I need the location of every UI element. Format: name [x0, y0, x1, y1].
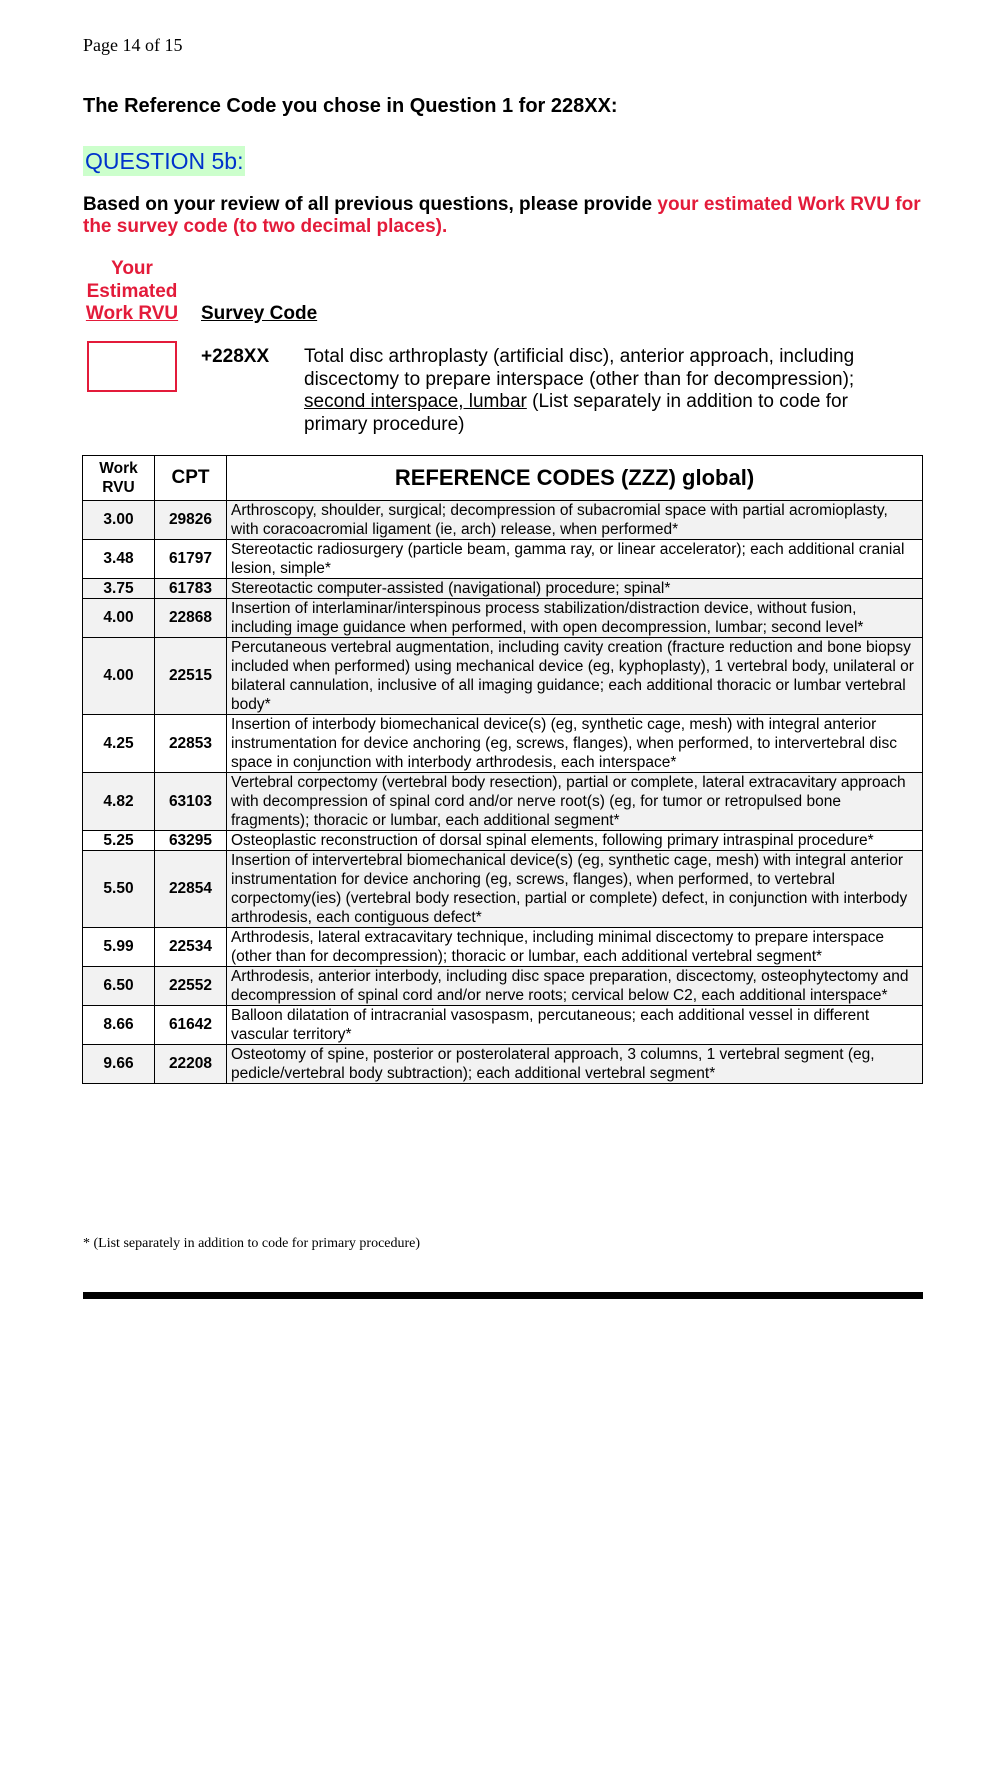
row-description: Arthrodesis, anterior interbody, including disc space preparation, discectomy, osteophytectomy and decompression of spinal cord and/or nerve roots; cervical below C2, each additional interspace* [227, 967, 923, 1006]
row-description: Arthrodesis, lateral extracavitary technique, including minimal discectomy to prepare interspace (other than for decompression); thoracic or lumbar, each additional vertebral segment* [227, 928, 923, 967]
table-row [83, 540, 923, 579]
row-description: Stereotactic computer-assisted (navigational) procedure; spinal* [227, 579, 923, 599]
table-row [83, 773, 923, 831]
row-work-rvu: 9.66 [83, 1045, 155, 1084]
rvu-header-line3: Work RVU [85, 303, 179, 324]
row-description: Stereotactic radiosurgery (particle beam, gamma ray, or linear accelerator); each additional cranial lesion, simple* [227, 540, 923, 579]
table-row [83, 851, 923, 928]
row-work-rvu: 6.50 [83, 967, 155, 1006]
header-cpt: CPT [155, 456, 227, 501]
row-work-rvu: 4.00 [83, 638, 155, 715]
row-description: Insertion of intervertebral biomechanical device(s) (eg, synthetic cage, mesh) with integral anterior instrumentation for device anchoring (eg, screws, flanges), when performed, to vertebral corpectomy(ies) (vertebral body resection, partial or complete) defect, in conjunction with interbody arthrodesis, each contiguous defect* [227, 851, 923, 928]
header-rvu-line2: RVU [102, 479, 135, 496]
row-work-rvu: 8.66 [83, 1006, 155, 1045]
reference-codes-body [83, 501, 923, 1084]
row-cpt-code: 22868 [155, 599, 227, 638]
table-row [83, 831, 923, 851]
row-cpt-code: 22208 [155, 1045, 227, 1084]
rvu-header-line1: Your [111, 258, 153, 279]
instruction-plain: Based on your review of all previous questions, please provide [83, 194, 658, 215]
survey-code: +228XX [201, 346, 270, 367]
row-cpt-code: 22515 [155, 638, 227, 715]
row-work-rvu: 3.75 [83, 579, 155, 599]
table-row [83, 928, 923, 967]
row-cpt-code: 61797 [155, 540, 227, 579]
survey-code-description [304, 346, 904, 436]
row-description: Insertion of interlaminar/interspinous process stabilization/distraction device, without fusion, including image guidance when performed, with open decompression, lumbar; second level* [227, 599, 923, 638]
table-row [83, 638, 923, 715]
table-row [83, 501, 923, 540]
table-row [83, 599, 923, 638]
row-cpt-code: 22552 [155, 967, 227, 1006]
row-cpt-code: 22853 [155, 715, 227, 773]
row-cpt-code: 22534 [155, 928, 227, 967]
survey-desc-underlined: second interspace, lumbar [304, 391, 527, 412]
row-cpt-code: 63295 [155, 831, 227, 851]
row-description: Arthroscopy, shoulder, surgical; decompression of subacromial space with partial acromioplasty, with coracoacromial ligament (ie, arch) release, when performed* [227, 501, 923, 540]
row-description: Insertion of interbody biomechanical device(s) (eg, synthetic cage, mesh) with integral anterior instrumentation for device anchoring (eg, screws, flanges), when performed, to intervertebral disc space in conjunction with interbody arthrodesis, each interspace* [227, 715, 923, 773]
question-label: QUESTION 5b: [85, 148, 244, 174]
estimated-rvu-input-box[interactable] [87, 341, 177, 392]
row-work-rvu: 3.00 [83, 501, 155, 540]
row-work-rvu: 5.50 [83, 851, 155, 928]
row-cpt-code: 61783 [155, 579, 227, 599]
page-number: Page 14 of 15 [83, 35, 183, 55]
row-description: Vertebral corpectomy (vertebral body resection), partial or complete, lateral extracavitary approach with decompression of spinal cord and/or nerve root(s) (eg, for tumor or retropulsed bone fragments); thoracic or lumbar, each additional segment* [227, 773, 923, 831]
reference-codes-table [82, 455, 923, 1084]
header-work-rvu [83, 456, 155, 501]
row-work-rvu: 4.00 [83, 599, 155, 638]
table-header-row [83, 456, 923, 501]
reference-code-heading: The Reference Code you chose in Question 1 for 228XX: [83, 95, 618, 117]
estimated-rvu-header [83, 258, 181, 326]
survey-code-header: Survey Code [201, 303, 318, 324]
row-cpt-code: 22854 [155, 851, 227, 928]
row-work-rvu: 3.48 [83, 540, 155, 579]
row-description: Osteoplastic reconstruction of dorsal spinal elements, following primary intraspinal procedure* [227, 831, 923, 851]
row-description: Percutaneous vertebral augmentation, including cavity creation (fracture reduction and bone biopsy included when performed) using mechanical device (eg, kyphoplasty), 1 vertebral body, unilateral or bilateral cannulation, inclusive of all imaging guidance; each additional thoracic or lumbar vertebral body* [227, 638, 923, 715]
row-cpt-code: 29826 [155, 501, 227, 540]
survey-desc-after: (List separately in addition to code for primary procedure) [304, 391, 848, 435]
row-description: Osteotomy of spine, posterior or posterolateral approach, 3 columns, 1 vertebral segment (eg, pedicle/vertebral body subtraction); each additional vertebral segment* [227, 1045, 923, 1084]
instruction-text [83, 194, 923, 238]
table-row [83, 1006, 923, 1045]
horizontal-rule [83, 1292, 923, 1299]
header-reference-codes: REFERENCE CODES (ZZZ) global) [227, 456, 923, 501]
row-cpt-code: 61642 [155, 1006, 227, 1045]
instruction-highlight: your estimated Work RVU for the survey code (to two decimal places). [83, 194, 921, 237]
table-row [83, 1045, 923, 1084]
row-cpt-code: 63103 [155, 773, 227, 831]
row-description: Balloon dilatation of intracranial vasospasm, percutaneous; each additional vessel in different vascular territory* [227, 1006, 923, 1045]
rvu-header-line2: Estimated [86, 280, 178, 302]
footnote: * (List separately in addition to code for primary procedure) [83, 1236, 421, 1251]
row-work-rvu: 4.25 [83, 715, 155, 773]
row-work-rvu: 5.99 [83, 928, 155, 967]
header-rvu-line1: Work [99, 460, 138, 477]
row-work-rvu: 5.25 [83, 831, 155, 851]
table-row [83, 579, 923, 599]
survey-desc-before: Total disc arthroplasty (artificial disc), anterior approach, including discectomy to prepare interspace (other than for decompression); [304, 346, 855, 390]
table-row [83, 967, 923, 1006]
row-work-rvu: 4.82 [83, 773, 155, 831]
table-row [83, 715, 923, 773]
